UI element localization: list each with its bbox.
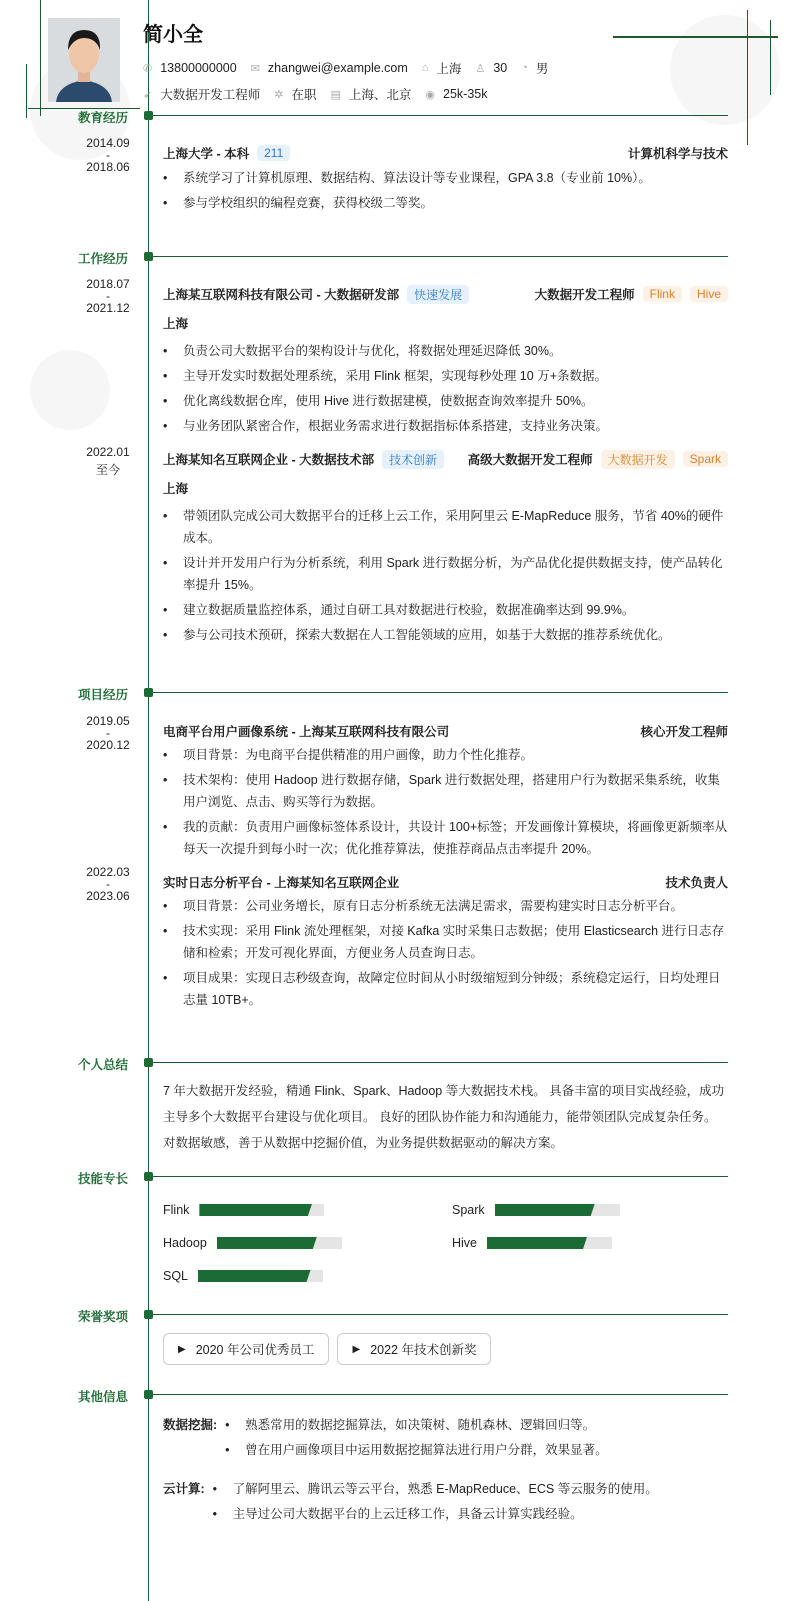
work-location: 上海: [163, 482, 189, 496]
award-chip[interactable]: [337, 1333, 491, 1365]
list-item: • 带领团队完成公司大数据平台的迁移上云工作，采用阿里云 E-MapReduce 服务，节省 40%的硬件成本。: [163, 505, 728, 549]
decor-line: [40, 0, 41, 116]
gender-icon: ◔: [521, 62, 528, 74]
skill-bar: [217, 1237, 342, 1249]
email-text: zhangwei@example.com: [267, 61, 408, 75]
list-item: • 技术实现：采用 Flink 流处理框架，对接 Kafka 实时采集日志数据；使用 Elasticsearch 进行日志存储和检索；开发可视化界面，方便业务人员查询日志。: [163, 920, 728, 964]
date-range: 2018.07 - 2021.12: [86, 277, 130, 315]
timeline-dot: [144, 1172, 153, 1181]
project-entry: [86, 865, 728, 1011]
decor-line: [770, 20, 771, 95]
project-role: 核心开发工程师: [640, 725, 728, 739]
list-item: • 主导过公司大数据平台的上云迁移工作，具备云计算实践经验。: [213, 1503, 658, 1525]
list-item: • 系统学习了计算机原理、数据结构、算法设计等专业课程，GPA 3.8（专业前 10%）。: [163, 167, 728, 189]
play-icon: ▶: [178, 1343, 186, 1355]
section-work: [0, 252, 794, 646]
role: 大数据开发工程师: [534, 288, 635, 302]
city-icon: ▤: [330, 88, 341, 101]
major: 计算机科学与技术: [627, 147, 728, 161]
project-role: 技术负责人: [665, 876, 728, 890]
award-label: 2020 年公司优秀员工: [195, 1343, 315, 1357]
timeline-dot: [144, 1390, 153, 1399]
list-item: • 设计并开发用户行为分析系统，利用 Spark 进行数据分析，为产品优化提供数据支持，使产品转化率提升 15%。: [163, 552, 728, 596]
project-name: 电商平台用户画像系统 - 上海某互联网科技有限公司: [163, 725, 450, 739]
avatar-photo: [48, 18, 120, 102]
school-tag: 211: [257, 145, 290, 161]
section-honors: [0, 1310, 794, 1365]
section-title: 个人总结: [77, 1058, 128, 1072]
list-item: • 负责公司大数据平台的架构设计与优化，将数据处理延迟降低 30%。: [163, 340, 728, 362]
divider: [153, 1314, 728, 1315]
section-title: 工作经历: [77, 252, 128, 266]
list-item: • 优化离线数据仓库，使用 Hive 进行数据建模，使数据查询效率提升 50%。: [163, 390, 728, 412]
award-label: 2022 年技术创新奖: [370, 1343, 477, 1357]
list-item: • 主导开发实时数据处理系统，采用 Flink 框架，实现每秒处理 10 万+条数据。: [163, 365, 728, 387]
school: 上海大学 - 本科: [163, 147, 250, 161]
role: 高级大数据开发工程师: [467, 453, 593, 467]
list-item: • 与业务团队紧密合作，根据业务需求进行数据指标体系搭建，支持业务决策。: [163, 415, 728, 437]
education-entry: [86, 136, 728, 214]
list-item: • 项目背景：为电商平台提供精准的用户画像，助力个性化推荐。: [163, 744, 728, 766]
date-range: 2014.09 - 2018.06: [86, 136, 130, 174]
list-item: • 技术架构：使用 Hadoop 进行数据存储，Spark 进行数据处理，搭建用户行为数据采集系统，收集用户浏览、点击、购买等行为数据。: [163, 769, 728, 813]
date-range: 2022.01 至今: [86, 445, 130, 477]
age-text: 30: [493, 61, 508, 75]
company-tag: 技术创新: [382, 450, 444, 469]
section-summary: [0, 1058, 794, 1156]
play-icon: ▶: [352, 1343, 361, 1355]
skill-tag: Spark: [683, 451, 728, 467]
project-entry: [86, 714, 728, 860]
company-tag: 快速发展: [407, 285, 469, 304]
divider: [153, 692, 728, 693]
timeline-dot: [144, 1310, 153, 1319]
decor-circle: [670, 15, 780, 125]
skills-grid: [163, 1200, 728, 1286]
send-icon: ➶: [143, 88, 153, 101]
skill-name: SQL: [163, 1269, 189, 1283]
decor-line: [26, 64, 27, 118]
section-title: 其他信息: [77, 1390, 128, 1404]
section-skills: [0, 1172, 794, 1286]
section-title: 教育经历: [77, 111, 128, 125]
list-item: • 项目背景：公司业务增长，原有日志分析系统无法满足需求，需要构建实时日志分析平台。: [163, 895, 728, 917]
skill-tag: Hive: [690, 286, 728, 302]
skill-bar: [495, 1204, 620, 1216]
decor-line: [613, 36, 778, 38]
location-text: 上海: [436, 62, 462, 76]
list-item: • 了解阿里云、腾讯云等云平台，熟悉 E-MapReduce、ECS 等云服务的使用。: [213, 1478, 658, 1500]
job-status: 在职: [291, 88, 317, 102]
date-range: 2022.03 - 2023.06: [86, 865, 130, 903]
work-location: 上海: [163, 317, 189, 331]
phone-text: 13800000000: [160, 61, 237, 75]
skill-tag: Flink: [643, 286, 682, 302]
contact-row: [143, 59, 562, 77]
divider: [153, 256, 728, 257]
section-education: [0, 111, 794, 214]
skill-item: [163, 1233, 452, 1253]
mail-icon: ✉: [250, 62, 260, 75]
skill-item: [452, 1233, 728, 1253]
summary-text: 7 年大数据开发经验，精通 Flink、Spark、Hadoop 等大数据技术栈。 具备丰富的项目实战经验，成功主导多个大数据平台建设与优化项目。 良好的团队协作能力和沟通能力，能带领团队完成复杂任务。 对数据敏感，善于从数据中挖掘价值，为业务提供数据驱动的解决方案。: [163, 1084, 725, 1150]
timeline-dot: [144, 252, 153, 261]
list-item: • 参与学校组织的编程竞赛，获得校级二等奖。: [163, 192, 728, 214]
list-item: • 建立数据质量监控体系，通过自研工具对数据进行校验，数据准确率达到 99.9%。: [163, 599, 728, 621]
date-range: 2019.05 - 2020.12: [86, 714, 130, 752]
intent-row: [143, 85, 501, 103]
award-chip[interactable]: [163, 1333, 329, 1365]
skill-bar-fill: [495, 1204, 595, 1216]
timeline-dot: [144, 1058, 153, 1067]
status-icon: ✲: [274, 88, 284, 101]
salary-icon: ◉: [425, 88, 435, 101]
list-item: • 我的贡献：负责用户画像标签体系设计，共设计 100+标签；开发画像计算模块，将画像更新频率从每天一次提升到每小时一次；优化推荐算法，使推荐商品点击率提升 20%。: [163, 816, 728, 860]
skill-name: Spark: [452, 1203, 485, 1217]
skill-name: Flink: [163, 1203, 190, 1217]
company: 上海某知名互联网企业 - 大数据技术部: [163, 453, 375, 467]
work-entry: [86, 445, 728, 646]
timeline-dot: [144, 688, 153, 697]
divider: [153, 1394, 728, 1395]
section-title: 技能专长: [77, 1172, 128, 1186]
skill-item: [163, 1266, 452, 1286]
target-job: 大数据开发工程师: [160, 88, 261, 102]
age-icon: ♙: [475, 62, 486, 75]
project-name: 实时日志分析平台 - 上海某知名互联网企业: [163, 876, 400, 890]
list-item: • 项目成果：实现日志秒级查询，故障定位时间从小时级缩短到分钟级；系统稳定运行，日均处理日志量 10TB+。: [163, 967, 728, 1011]
salary: 25k-35k: [443, 87, 488, 101]
skill-bar: [198, 1270, 323, 1282]
skill-tag: 大数据开发: [601, 450, 675, 469]
divider: [153, 115, 728, 116]
skill-name: Hadoop: [163, 1236, 207, 1250]
list-item: • 熟悉常用的数据挖掘算法，如决策树、随机森林、逻辑回归等。: [225, 1414, 608, 1436]
group-label: 云计算:: [163, 1482, 205, 1496]
gender-text: 男: [535, 62, 549, 76]
candidate-name: 简小全: [143, 24, 203, 46]
skill-item: [452, 1200, 728, 1220]
timeline-dot: [144, 111, 153, 120]
skill-bar-fill: [198, 1270, 311, 1282]
skill-bar-fill: [217, 1237, 317, 1249]
skill-item: [163, 1200, 452, 1220]
skill-bar: [487, 1237, 612, 1249]
skill-name: Hive: [452, 1236, 478, 1250]
section-title: 项目经历: [77, 688, 128, 702]
work-entry: [86, 277, 728, 437]
target-city: 上海、北京: [348, 88, 412, 102]
list-item: • 曾在用户画像项目中运用数据挖掘算法进行用户分群，效果显著。: [225, 1439, 608, 1461]
skill-bar-fill: [199, 1204, 312, 1216]
company: 上海某互联网科技有限公司 - 大数据研发部: [163, 288, 400, 302]
section-projects: [0, 688, 794, 1011]
other-group: [163, 1411, 794, 1461]
skill-bar: [199, 1204, 324, 1216]
skill-bar-fill: [487, 1237, 587, 1249]
phone-icon: ✆: [143, 62, 153, 75]
home-icon: ⌂: [421, 62, 429, 74]
section-other: [0, 1390, 794, 1525]
section-title: 荣誉奖项: [77, 1310, 128, 1324]
divider: [153, 1062, 728, 1063]
group-label: 数据挖掘:: [163, 1418, 218, 1432]
divider: [153, 1176, 728, 1177]
other-group: [163, 1475, 794, 1525]
list-item: • 参与公司技术预研，探索大数据在人工智能领域的应用，如基于大数据的推荐系统优化。: [163, 624, 728, 646]
